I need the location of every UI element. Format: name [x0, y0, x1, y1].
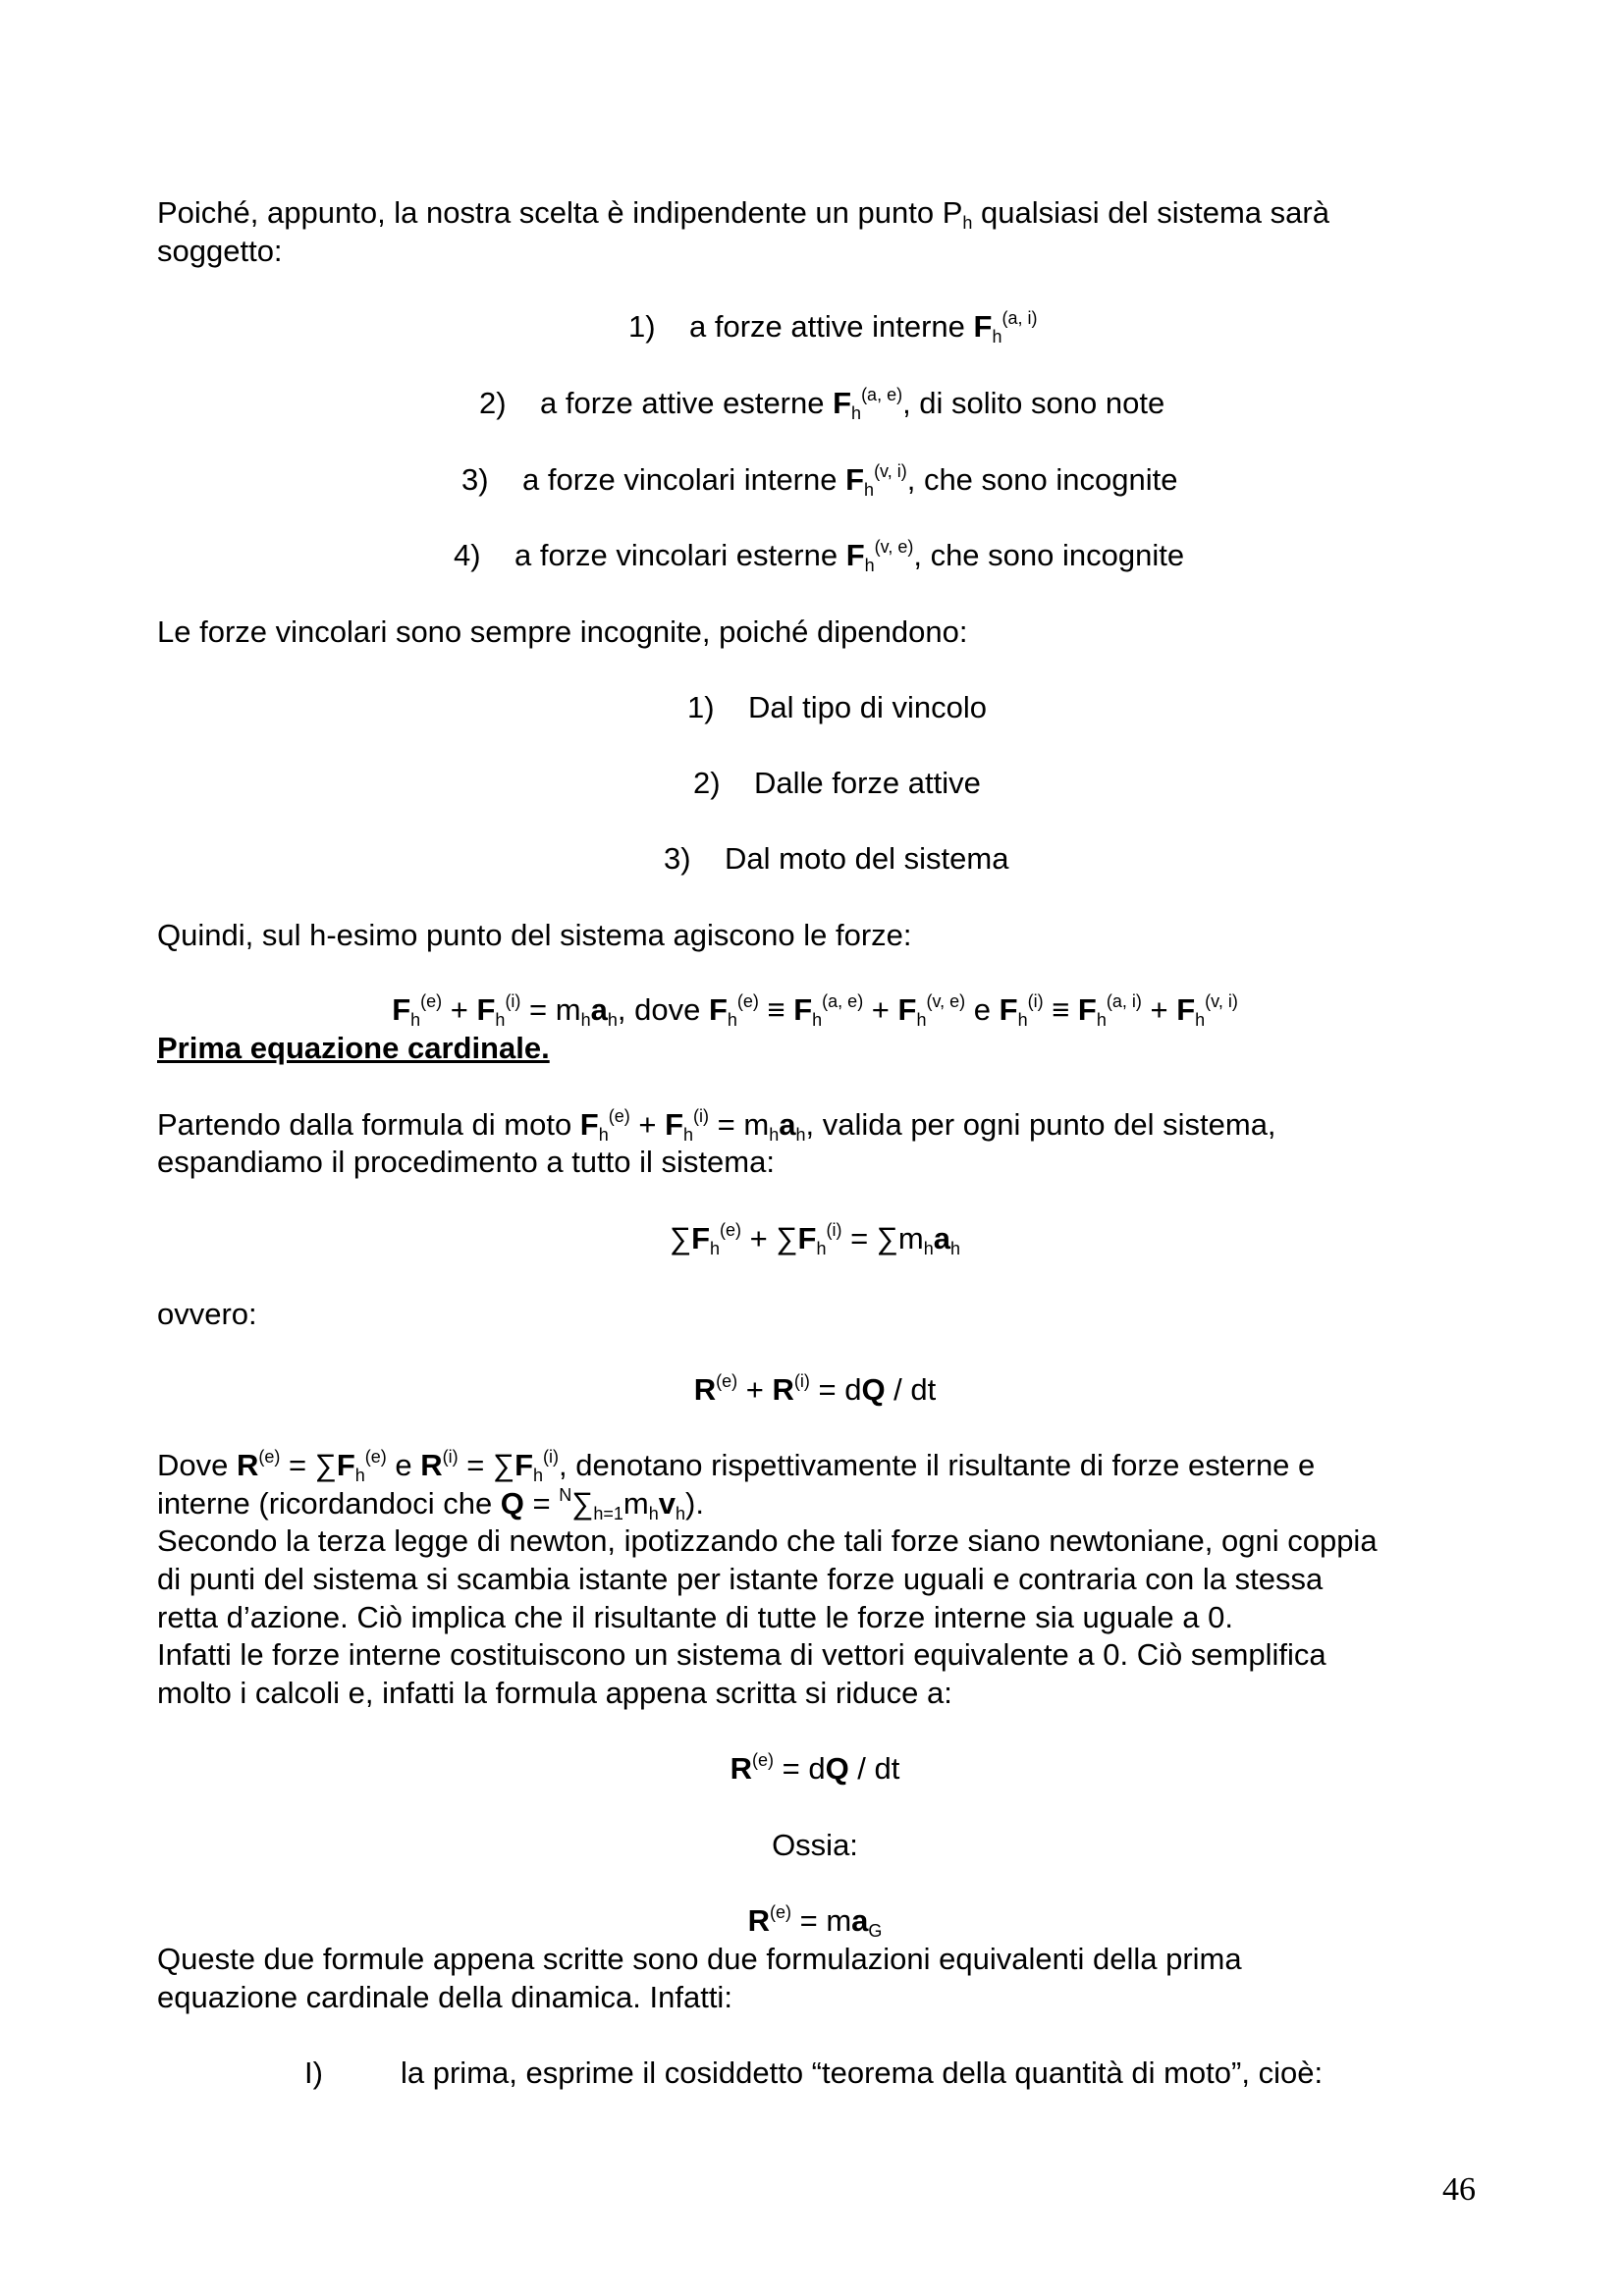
eq-F: F — [476, 992, 496, 1027]
page-number: 46 — [1442, 2171, 1476, 2208]
eq-a: a — [590, 992, 608, 1027]
eq-F: F — [691, 1221, 711, 1255]
eq-sub: h — [648, 1504, 659, 1523]
eq-R: R — [772, 1372, 794, 1407]
eq-F: F — [392, 992, 411, 1027]
eq-op: + — [1141, 992, 1177, 1027]
eq-Q: Q — [500, 1486, 524, 1521]
item-num: I) — [304, 2056, 323, 2090]
force-item-4 — [454, 537, 1184, 574]
eq-sup: (i) — [693, 1106, 710, 1126]
eq-F: F — [1077, 992, 1097, 1027]
text: m — [622, 1486, 649, 1521]
force-num: 2) — [479, 386, 507, 420]
eq-sup: (e) — [364, 1447, 387, 1467]
force-tail: , che sono incognite — [913, 538, 1185, 572]
eq-R: R — [236, 1448, 259, 1482]
eq-sub: h — [607, 1010, 618, 1030]
resultant-equation — [157, 1371, 1473, 1409]
item-text: la prima, esprime il cosiddetto “teorema della quantità di moto”, cioè: — [401, 2056, 1324, 2090]
force-item-3 — [461, 461, 1177, 499]
eq-sup: N — [559, 1485, 572, 1505]
force-num: 3) — [461, 462, 489, 497]
force-sup: (v, i) — [874, 461, 907, 481]
eq-sub: h=1 — [593, 1504, 623, 1523]
eq-sub: h — [580, 1010, 591, 1030]
eq-op: = m — [520, 992, 581, 1027]
eq-sup: (i) — [543, 1447, 560, 1467]
eq-R: R — [693, 1372, 717, 1407]
eq-op: = d — [809, 1372, 862, 1407]
eq-R: R — [420, 1448, 443, 1482]
eq-sup: (e) — [751, 1750, 774, 1770]
eq-a: a — [779, 1107, 796, 1142]
eq-sub: h — [533, 1466, 544, 1485]
eq-text: e — [965, 992, 1000, 1027]
eq-sup: (i) — [442, 1447, 459, 1467]
eq-a: a — [851, 1903, 869, 1938]
force-text: a forze vincolari interne — [522, 462, 846, 497]
eq-sub: G — [868, 1921, 883, 1941]
eq-sub: h — [1017, 1010, 1028, 1030]
text: , valida per ogni punto del sistema, — [805, 1107, 1276, 1142]
eq-sub: h — [710, 1239, 721, 1258]
eq-sup: (i) — [793, 1371, 810, 1391]
eq-sup: (i) — [1027, 991, 1044, 1011]
eq-sub: h — [916, 1010, 927, 1030]
eq-F: F — [708, 992, 728, 1027]
sigma: ∑ — [571, 1486, 594, 1521]
paragraph-line: di punti del sistema si scambia istante per istante forze uguali e contraria con la stessa — [157, 1562, 1324, 1596]
eq-sup: (i) — [505, 991, 521, 1011]
force-tail: , che sono incognite — [906, 462, 1178, 497]
eq-sub: h — [676, 1504, 686, 1523]
eq-sup: (e) — [716, 1371, 738, 1391]
force-sub: h — [864, 556, 875, 575]
eq-op: ≡ — [758, 992, 794, 1027]
eq-F: F — [999, 992, 1018, 1027]
eq-F: F — [1176, 992, 1196, 1027]
intro-sub: h — [962, 213, 973, 233]
eq-op: = m — [709, 1107, 770, 1142]
force-symbol: F — [833, 386, 852, 420]
intro-line-1 — [157, 194, 1329, 232]
paragraph-line: Infatti le forze interne costituiscono un sistema di vettori equivalente a 0. Ciò semplifica — [157, 1637, 1326, 1672]
partendo-line-2: espandiamo il procedimento a tutto il sistema: — [157, 1145, 775, 1179]
eq-F: F — [336, 1448, 355, 1482]
depends-text: Dalle forze attive — [754, 766, 981, 800]
force-text: a forze attive interne — [689, 309, 974, 344]
ossia-text: Ossia: — [772, 1828, 858, 1862]
eq-op: = — [523, 1486, 560, 1521]
eq-op: + — [741, 1221, 777, 1255]
force-sub: h — [992, 327, 1002, 347]
ovvero-text: ovvero: — [157, 1297, 257, 1331]
eq-sup: (v, i) — [1205, 991, 1238, 1011]
eq-Q: Q — [861, 1372, 886, 1407]
force-sup: (a, i) — [1001, 308, 1038, 328]
depends-item-3 — [664, 840, 1008, 878]
eq-sub: h — [923, 1239, 934, 1258]
depends-text: Dal moto del sistema — [725, 841, 1009, 876]
eq-op: + — [442, 992, 477, 1027]
eq-op: = ∑ — [280, 1448, 337, 1482]
eq-sub: h — [495, 1010, 506, 1030]
intro-text-a: Poiché, appunto, la nostra scelta è indipendente un punto P — [157, 195, 963, 230]
intro-line-2: soggetto: — [157, 234, 283, 268]
text: , denotano rispettivamente il risultante di forze esterne e — [559, 1448, 1316, 1482]
eq-Q: Q — [825, 1751, 849, 1786]
eq-op: + — [737, 1372, 773, 1407]
eq-sub: h — [598, 1125, 609, 1145]
depends-text: Dal tipo di vincolo — [748, 690, 987, 724]
eq-sup: (e) — [769, 1902, 791, 1922]
eq-F: F — [793, 992, 813, 1027]
force-item-2 — [479, 385, 1164, 422]
depends-num: 3) — [664, 841, 691, 876]
eq-sup: (a, i) — [1106, 991, 1142, 1011]
quindi-text: Quindi, sul h-esimo punto del sistema agiscono le forze: — [157, 918, 912, 952]
sigma: ∑ — [776, 1221, 798, 1255]
force-text: a forze attive esterne — [540, 386, 834, 420]
eq-v: v — [658, 1486, 676, 1521]
text: interne (ricordandoci che — [157, 1486, 501, 1521]
eq-F: F — [897, 992, 917, 1027]
eq-sub: h — [1096, 1010, 1107, 1030]
force-sub: h — [864, 480, 875, 500]
force-sup: (v, e) — [874, 537, 914, 557]
force-symbol: F — [973, 309, 993, 344]
eq-op: + — [863, 992, 898, 1027]
text: ). — [685, 1486, 704, 1521]
paragraph-line: Secondo la terza legge di newton, ipotizzando che tali forze siano newtoniane, ogni coppia — [157, 1523, 1378, 1558]
sigma: ∑ — [669, 1221, 692, 1255]
eq-sub: h — [727, 1010, 737, 1030]
eq-sup: (a, e) — [822, 991, 864, 1011]
equation-motion — [157, 991, 1473, 1029]
eq-sub: h — [410, 1010, 421, 1030]
eq-sup: (v, e) — [926, 991, 966, 1011]
force-symbol: F — [845, 538, 865, 572]
eq-text: / dt — [885, 1372, 937, 1407]
simplified-equation — [157, 1750, 1473, 1788]
paragraph-line: retta d’azione. Ciò implica che il risultante di tutte le forze interne sia uguale a 0. — [157, 1600, 1233, 1634]
text: Dove — [157, 1448, 237, 1482]
eq-sub: h — [683, 1125, 694, 1145]
eq-sub: h — [354, 1466, 365, 1485]
dove-line-1 — [157, 1447, 1315, 1484]
text: Partendo dalla formula di moto — [157, 1107, 580, 1142]
section-heading: Prima equazione cardinale. — [157, 1031, 550, 1065]
eq-sup: (e) — [736, 991, 759, 1011]
eq-sub: h — [769, 1125, 780, 1145]
mag-equation — [157, 1902, 1473, 1940]
eq-R: R — [747, 1903, 770, 1938]
eq-a: a — [933, 1221, 950, 1255]
force-sup: (a, e) — [861, 385, 903, 404]
force-num: 1) — [628, 309, 656, 344]
eq-F: F — [665, 1107, 684, 1142]
force-text: a forze vincolari esterne — [514, 538, 846, 572]
eq-sub: h — [795, 1125, 806, 1145]
eq-sup: (i) — [826, 1220, 842, 1240]
depends-item-2 — [693, 765, 981, 802]
eq-text: / dt — [848, 1751, 900, 1786]
text: e — [386, 1448, 421, 1482]
eq-op: = ∑m — [841, 1221, 924, 1255]
eq-F: F — [579, 1107, 599, 1142]
eq-text: , dove — [617, 992, 709, 1027]
eq-sup: (e) — [258, 1447, 281, 1467]
eq-sup: (e) — [720, 1220, 742, 1240]
sum-equation — [157, 1220, 1473, 1257]
eq-op: ≡ — [1043, 992, 1078, 1027]
force-tail: , di solito sono note — [902, 386, 1165, 420]
eq-F: F — [797, 1221, 817, 1255]
eq-op: = m — [790, 1903, 852, 1938]
eq-sub: h — [816, 1239, 827, 1258]
depends-item-1 — [687, 689, 987, 726]
force-num: 4) — [454, 538, 481, 572]
depends-num: 2) — [693, 766, 721, 800]
queste-line-2: equazione cardinale della dinamica. Infatti: — [157, 1980, 732, 2014]
force-item-1 — [628, 308, 1037, 346]
eq-sup: (e) — [420, 991, 443, 1011]
eq-sub: h — [812, 1010, 823, 1030]
depends-num: 1) — [687, 690, 715, 724]
eq-sub: h — [1195, 1010, 1206, 1030]
eq-R: R — [730, 1751, 752, 1786]
partendo-line-1 — [157, 1106, 1276, 1144]
intro-text-b: qualsiasi del sistema sarà — [972, 195, 1329, 230]
eq-sub: h — [949, 1239, 960, 1258]
force-symbol: F — [845, 462, 865, 497]
dove-line-2 — [157, 1485, 704, 1522]
eq-op: + — [629, 1107, 666, 1142]
eq-sup: (e) — [608, 1106, 630, 1126]
eq-F: F — [514, 1448, 533, 1482]
paragraph-line: molto i calcoli e, infatti la formula appena scritta si riduce a: — [157, 1676, 952, 1710]
force-sub: h — [851, 403, 862, 423]
queste-line-1: Queste due formule appena scritte sono due formulazioni equivalenti della prima — [157, 1942, 1242, 1976]
eq-op: = d — [773, 1751, 826, 1786]
eq-op: = ∑ — [458, 1448, 515, 1482]
constraint-intro: Le forze vincolari sono sempre incognite, poiché dipendono: — [157, 614, 968, 649]
